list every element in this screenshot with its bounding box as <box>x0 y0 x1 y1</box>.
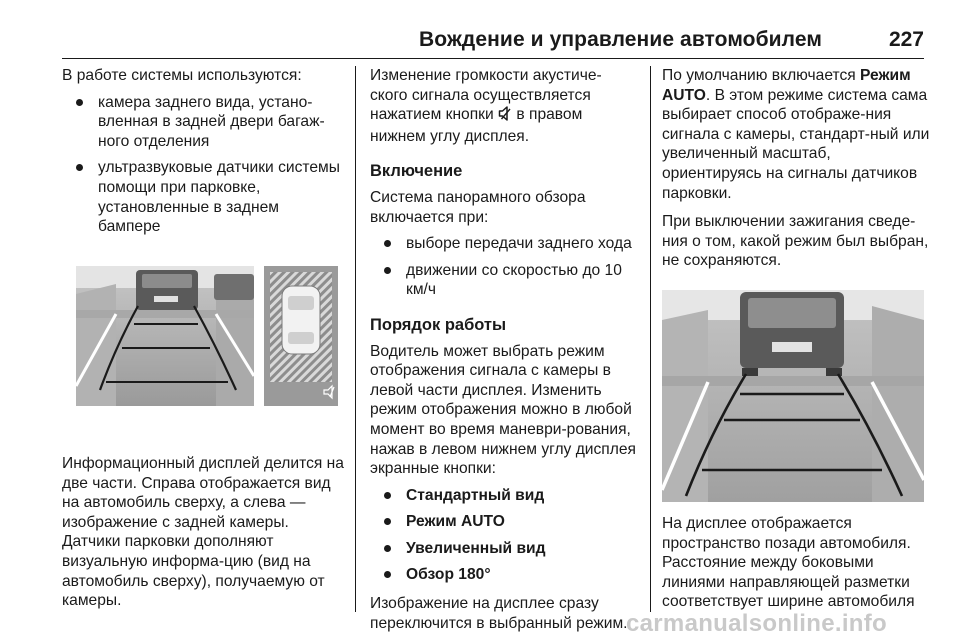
list-item: Увеличенный вид <box>370 539 638 559</box>
final-text: Изображение на дисплее сразу переключится в выбранный режим. <box>370 595 628 632</box>
display-illustration <box>76 266 338 406</box>
column-left-lower <box>62 454 344 611</box>
enable-text: Система панорамного обзора включается при: <box>370 188 586 226</box>
column-divider <box>650 66 651 612</box>
list-item: Режим AUTO <box>370 512 638 532</box>
column-left <box>62 66 344 237</box>
column-middle <box>370 66 638 633</box>
list-item: ультразвуковые датчики системы помощи при парковке, установленные в заднем бампере <box>62 158 344 236</box>
intro-text: В работе системы используются: <box>62 67 302 84</box>
auto-mode-text: По умолчанию включается Режим AUTO. В этом режиме система сама выбирает способ отображе-ния сигнала с камеры, стандарт-ный или увеличенный масштаб, ориентируясь на сигналы датчиков парковки. <box>662 67 930 202</box>
view-modes-list <box>370 486 638 585</box>
speaker-icon <box>498 106 512 127</box>
volume-text: Изменение громкости акустиче-ского сигнала осуществляется нажатием кнопки в правом нижнем углу дисплея. <box>370 67 602 145</box>
enable-list <box>370 234 638 300</box>
rear-view-illustration <box>662 290 924 502</box>
operation-text: Водитель может выбрать режим отображения сигнала с камеры в левой части дисплея. Изменить режим отображения можно в любой момент во время маневри-рования, нажав в левом нижнем углу дисплея экранные кнопки: <box>370 342 636 478</box>
watermark: carmanualsonline.info <box>626 610 888 637</box>
display-description: Информационный дисплей делится на две части. Справа отображается вид на автомобиль сверху, а слева — изображение с задней камеры. Датчики парковки дополняют визуальную информа-цию (вид на автомобиль сверху), получаемую от камеры. <box>62 455 344 610</box>
page-header <box>62 26 924 59</box>
list-item: камера заднего вида, устано-вленная в задней двери багаж-ного отделения <box>62 93 344 152</box>
list-item: Стандартный вид <box>370 486 638 506</box>
column-right-lower <box>662 514 934 612</box>
list-item: Обзор 180° <box>370 565 638 585</box>
list-item: выборе передачи заднего хода <box>370 234 638 254</box>
section-heading: Порядок работы <box>370 315 507 334</box>
column-divider <box>355 66 356 612</box>
ignition-text: При выключении зажигания сведе-ния о том, какой режим был выбран, не сохраняются. <box>662 213 929 270</box>
page-title: Вождение и управление автомобилем <box>419 28 822 51</box>
list-item: движении со скоростью до 10 км/ч <box>370 261 638 300</box>
column-right <box>662 66 934 315</box>
page-number: 227 <box>888 28 924 51</box>
section-heading: Включение <box>370 162 463 181</box>
rear-view-description: На дисплее отображается пространство позади автомобиля. Расстояние между боковыми линиями направляющей разметки соответствует ширине автомобиля <box>662 515 915 611</box>
components-list <box>62 93 344 237</box>
